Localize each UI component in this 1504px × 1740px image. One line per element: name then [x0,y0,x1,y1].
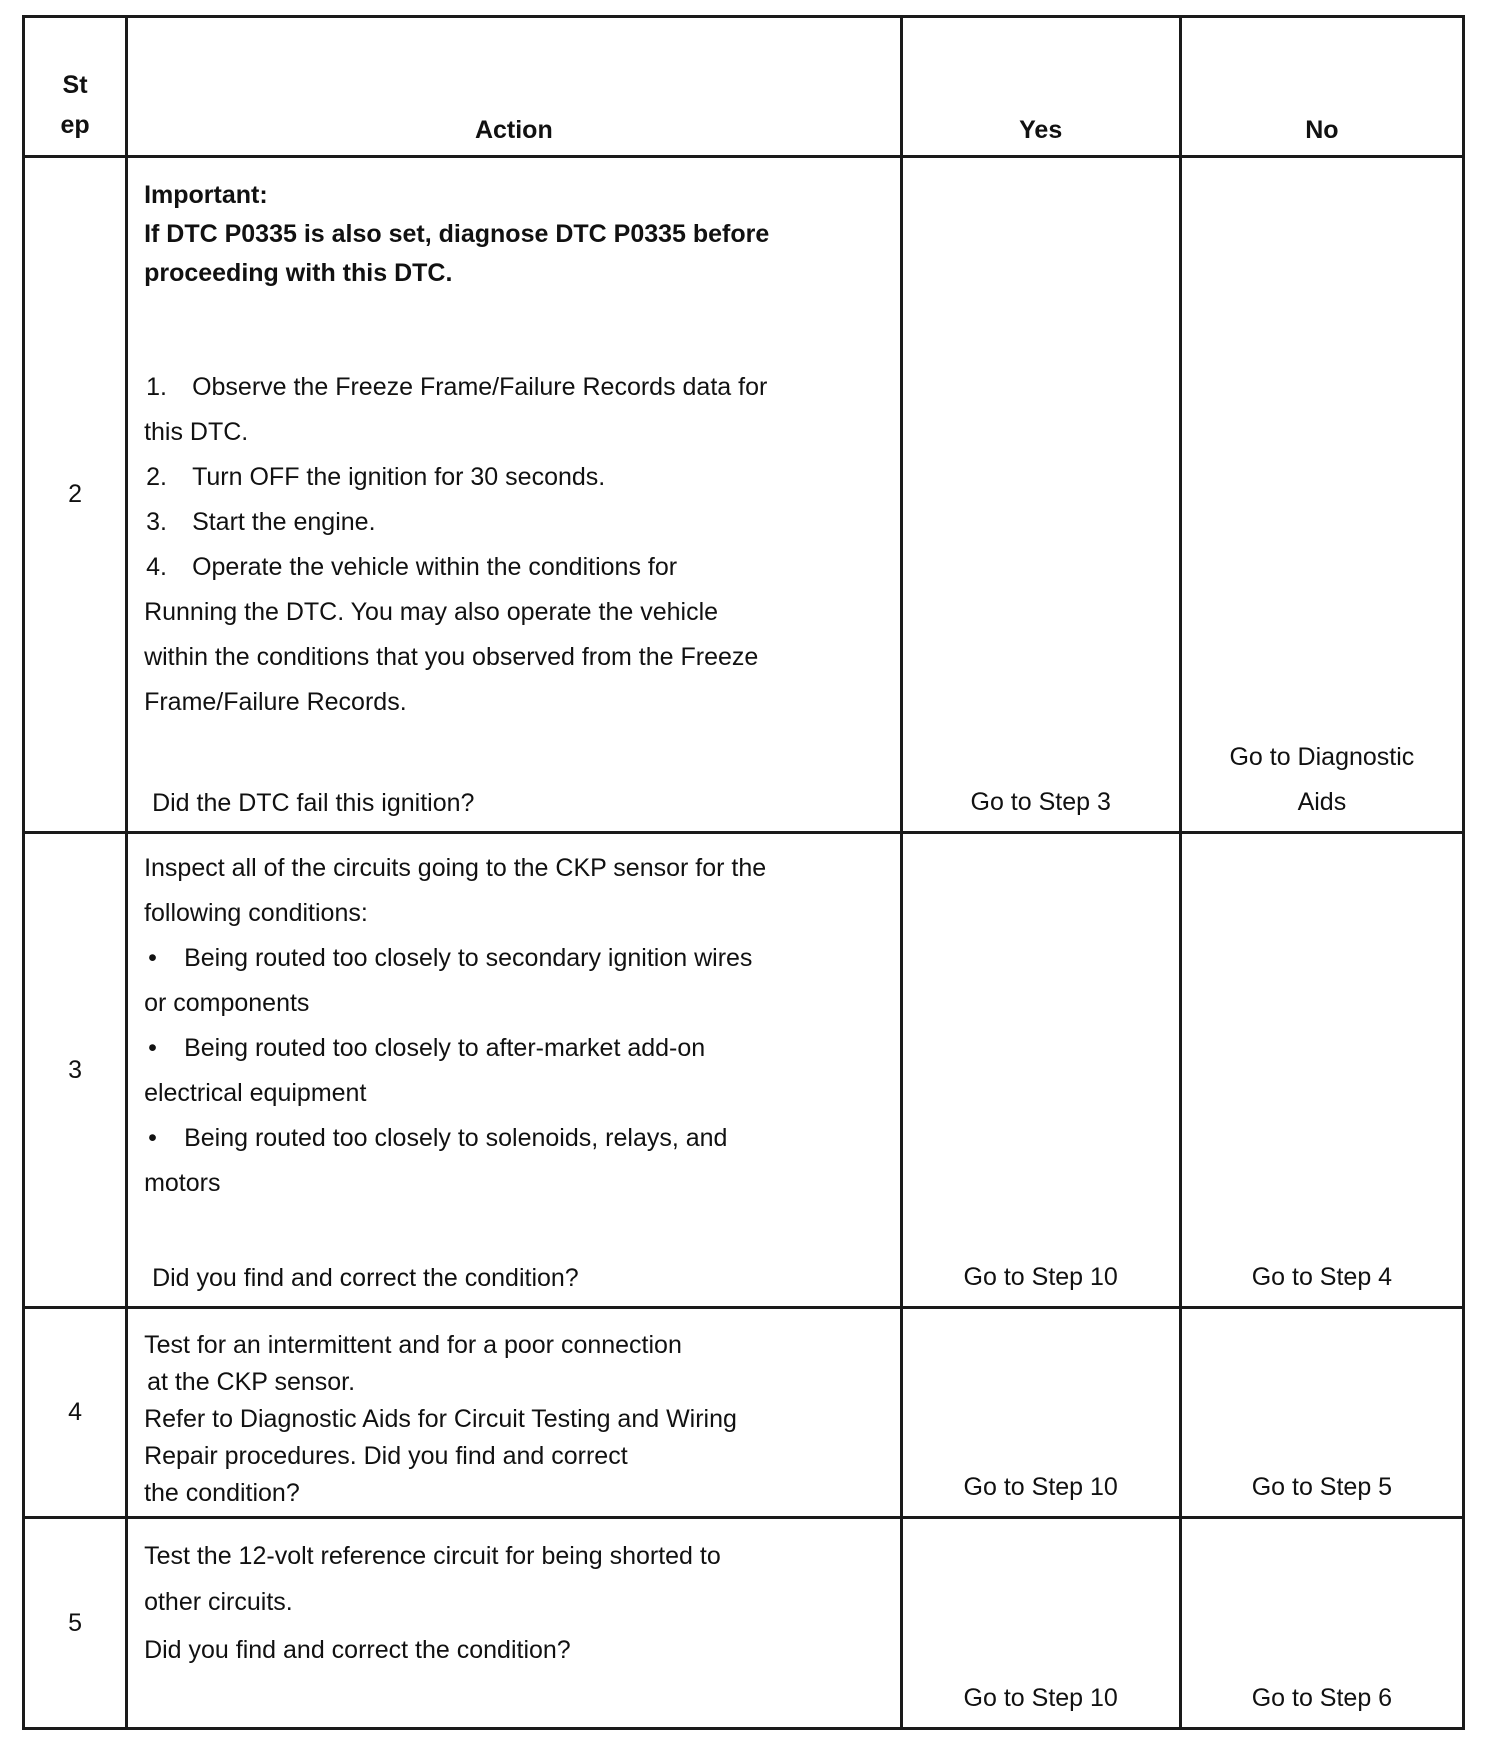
step-number: 5 [24,1518,127,1729]
yes-cell [901,1518,1180,1729]
yes-cell [901,1308,1180,1518]
header-yes: Yes [901,17,1180,157]
action-line: the condition? [144,1479,300,1507]
bullet-icon: • [148,1124,157,1152]
item-number: 3. [146,508,167,536]
intro-text: Inspect all of the circuits going to the CKP sensor for the [144,854,767,882]
yes-cell [901,157,1180,833]
item-text: Being routed too closely to solenoids, relays, and [184,1124,728,1152]
intro-text: following conditions: [144,899,368,927]
no-cell [1180,833,1463,1308]
action-cell [127,833,902,1308]
question-text: Did you find and correct the condition? [144,1636,571,1664]
action-text [128,1519,900,1673]
bullet-icon: • [148,944,157,972]
list-item [144,1116,900,1161]
list-item [144,545,900,590]
list-item [144,936,900,981]
question-text: Did the DTC fail this ignition? [152,789,475,817]
important-line: proceeding with this DTC. [144,259,453,287]
item-number: 4. [146,553,167,581]
list-item [144,365,900,410]
yes-cell [901,833,1180,1308]
item-text-cont: this DTC. [144,418,249,446]
action-line: Test the 12-volt reference circuit for being shorted to [144,1542,721,1570]
yes-result: Go to Step 10 [963,1263,1118,1291]
table-row [24,833,1464,1308]
header-step-line2: ep [60,111,90,139]
step-number: 3 [24,833,127,1308]
item-number: 1. [146,373,167,401]
no-result-line1: Go to Diagnostic [1229,743,1415,771]
procedure-list [128,365,900,725]
action-cell [127,1308,902,1518]
item-text-cont: or components [144,989,310,1017]
item-number: 2. [146,463,167,491]
conditions-list [128,834,900,1206]
no-cell [1180,157,1463,833]
action-cell [127,1518,902,1729]
no-cell [1180,1308,1463,1518]
header-step-line1: St [62,71,88,99]
no-cell [1180,1518,1463,1729]
header-no: No [1180,17,1463,157]
table-row [24,1518,1464,1729]
no-result-line2: Aids [1297,788,1347,816]
item-text: Being routed too closely to after-market add-on [184,1034,706,1062]
no-result: Go to Step 6 [1251,1684,1393,1712]
item-text: Operate the vehicle within the conditions for [192,553,678,581]
header-step [24,17,127,157]
action-line: at the CKP sensor. [147,1368,356,1396]
item-text: Start the engine. [192,508,376,536]
yes-result: Go to Step 10 [963,1684,1118,1712]
no-result: Go to Step 4 [1251,1263,1393,1291]
step-number: 4 [24,1308,127,1518]
item-text-cont: Running the DTC. You may also operate the vehicle [144,598,719,626]
important-label: Important: [144,181,268,209]
header-row [24,17,1464,157]
step-number: 2 [24,157,127,833]
item-text: Turn OFF the ignition for 30 seconds. [192,463,606,491]
diagnostic-table [22,15,1465,1730]
item-text-cont: within the conditions that you observed from the Freeze [144,643,759,671]
action-line: Repair procedures. Did you find and correct [144,1442,628,1470]
question-text: Did you find and correct the condition? [152,1264,579,1292]
important-note [128,158,900,293]
item-text-cont: electrical equipment [144,1079,367,1107]
item-text: Being routed too closely to secondary ignition wires [184,944,753,972]
action-line: other circuits. [144,1588,293,1616]
list-item [144,500,900,545]
no-result: Go to Step 5 [1251,1473,1393,1501]
item-text-cont: Frame/Failure Records. [144,688,407,716]
header-action: Action [127,17,902,157]
item-text-cont: motors [144,1169,221,1197]
action-cell [127,157,902,833]
list-item [144,455,900,500]
table-row [24,1308,1464,1518]
bullet-icon: • [148,1034,157,1062]
action-line: Test for an intermittent and for a poor connection [144,1331,682,1359]
list-item [144,1026,900,1071]
item-text: Observe the Freeze Frame/Failure Records data for [192,373,768,401]
action-line: Refer to Diagnostic Aids for Circuit Testing and Wiring [144,1405,737,1433]
yes-result: Go to Step 10 [963,1473,1118,1501]
yes-result: Go to Step 3 [970,788,1111,816]
table-row [24,157,1464,833]
action-text [128,1309,900,1512]
important-line: If DTC P0335 is also set, diagnose DTC P0335 before [144,220,770,248]
